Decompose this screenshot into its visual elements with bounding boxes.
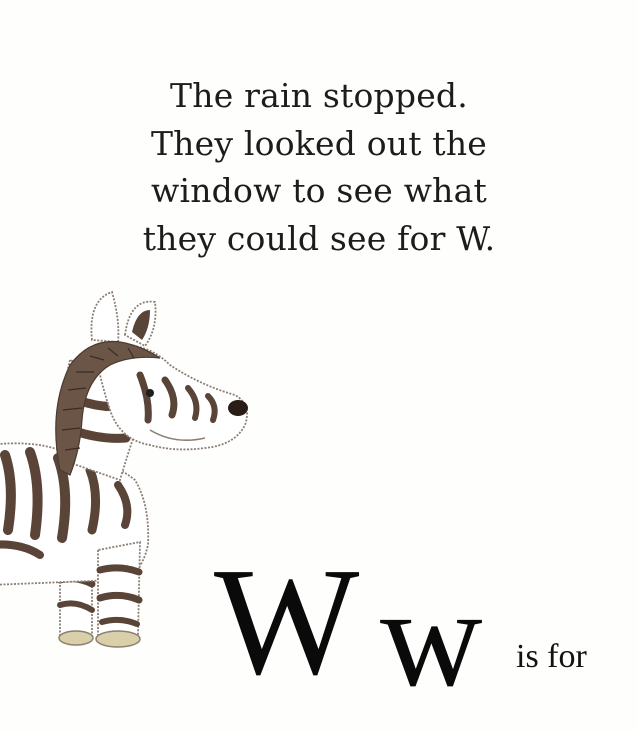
story-line: The rain stopped.	[170, 76, 468, 115]
zebra-stripe	[5, 455, 11, 530]
zebra-back-hoof	[59, 631, 93, 645]
story-line: window to see what	[151, 171, 487, 210]
zebra-stripe	[100, 568, 139, 572]
story-text	[0, 72, 638, 262]
story-line: They looked out the	[150, 123, 488, 163]
story-line: they could see for W.	[142, 218, 496, 258]
lowercase-letter: w	[380, 558, 483, 716]
zebra-front-hoof	[96, 631, 140, 647]
zebra-nose	[228, 400, 248, 416]
is-for-label: is for	[516, 638, 587, 675]
uppercase-letter: W	[214, 537, 360, 707]
zebra-eye	[146, 389, 154, 397]
zebra-ear	[91, 292, 118, 342]
